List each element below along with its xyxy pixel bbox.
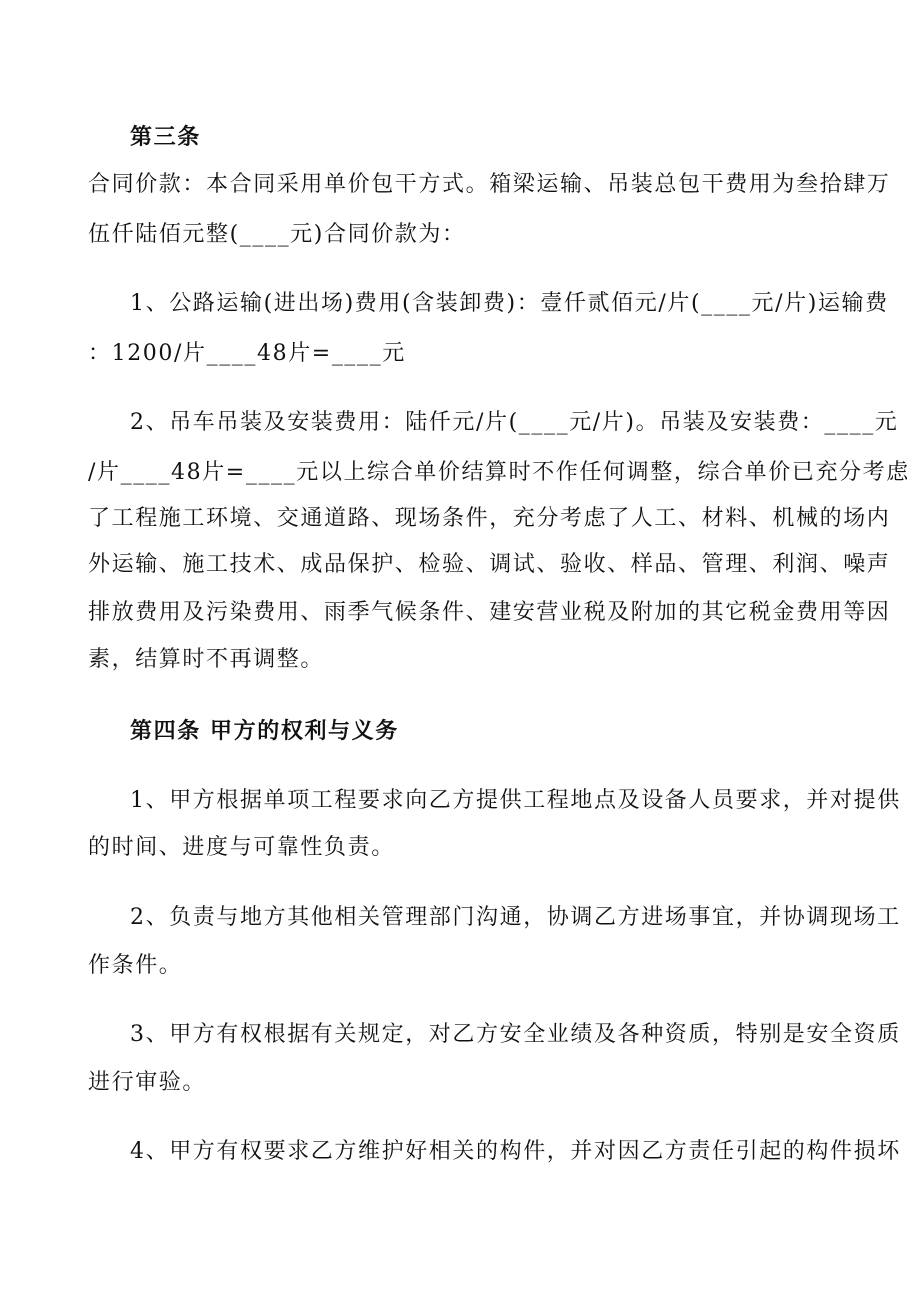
article-3-item-2-line-2: /片____48片=____元以上综合单价结算时不作任何调整，综合单价已充分考虑 <box>88 460 910 485</box>
article-4-item-1-line-1: 1、甲方根据单项工程要求向乙方提供工程地点及设备人员要求，并对提供 <box>130 788 901 813</box>
article-4-heading: 第四条 甲方的权利与义务 <box>130 718 399 744</box>
article-3-item-1-line-1: 1、公路运输(进出场)费用(含装卸费)：壹仟贰佰元/片(____元/片)运输费 <box>130 291 889 316</box>
article-3-heading: 第三条 <box>130 124 201 150</box>
article-4-item-3-line-1: 3、甲方有权根据有关规定，对乙方安全业绩及各种资质，特别是安全资质 <box>130 1022 901 1047</box>
article-4-item-4-line-1: 4、甲方有权要求乙方维护好相关的构件，并对因乙方责任引起的构件损坏 <box>130 1139 901 1164</box>
article-4-item-3-line-2: 进行审验。 <box>88 1070 207 1095</box>
article-3-item-2-line-1: 2、吊车吊装及安装费用：陆仟元/片(____元/片)。吊装及安装费：____元 <box>130 410 899 435</box>
article-4-item-2-line-2: 作条件。 <box>88 953 183 978</box>
article-3-item-2-line-4: 外运输、施工技术、成品保护、检验、调试、验收、样品、管理、利润、噪声 <box>88 552 891 577</box>
article-4-item-2-line-1: 2、负责与地方其他相关管理部门沟通，协调乙方进场事宜，并协调现场工 <box>130 905 901 930</box>
article-3-item-2-line-3: 了工程施工环境、交通道路、现场条件，充分考虑了人工、材料、机械的场内 <box>88 506 891 531</box>
article-3-item-2-line-5: 排放费用及污染费用、雨季气候条件、建安营业税及附加的其它税金费用等因 <box>88 600 891 625</box>
article-3-item-2-line-6: 素，结算时不再调整。 <box>88 647 325 672</box>
article-3-item-1-line-2: ：1200/片____48片=____元 <box>88 341 406 366</box>
article-4-item-1-line-2: 的时间、进度与可靠性负责。 <box>88 835 395 860</box>
contract-price-line-2: 伍仟陆佰元整(____元)合同价款为： <box>88 222 466 247</box>
contract-price-line-1: 合同价款：本合同采用单价包干方式。箱梁运输、吊装总包干费用为叁拾肆万 <box>88 172 891 197</box>
